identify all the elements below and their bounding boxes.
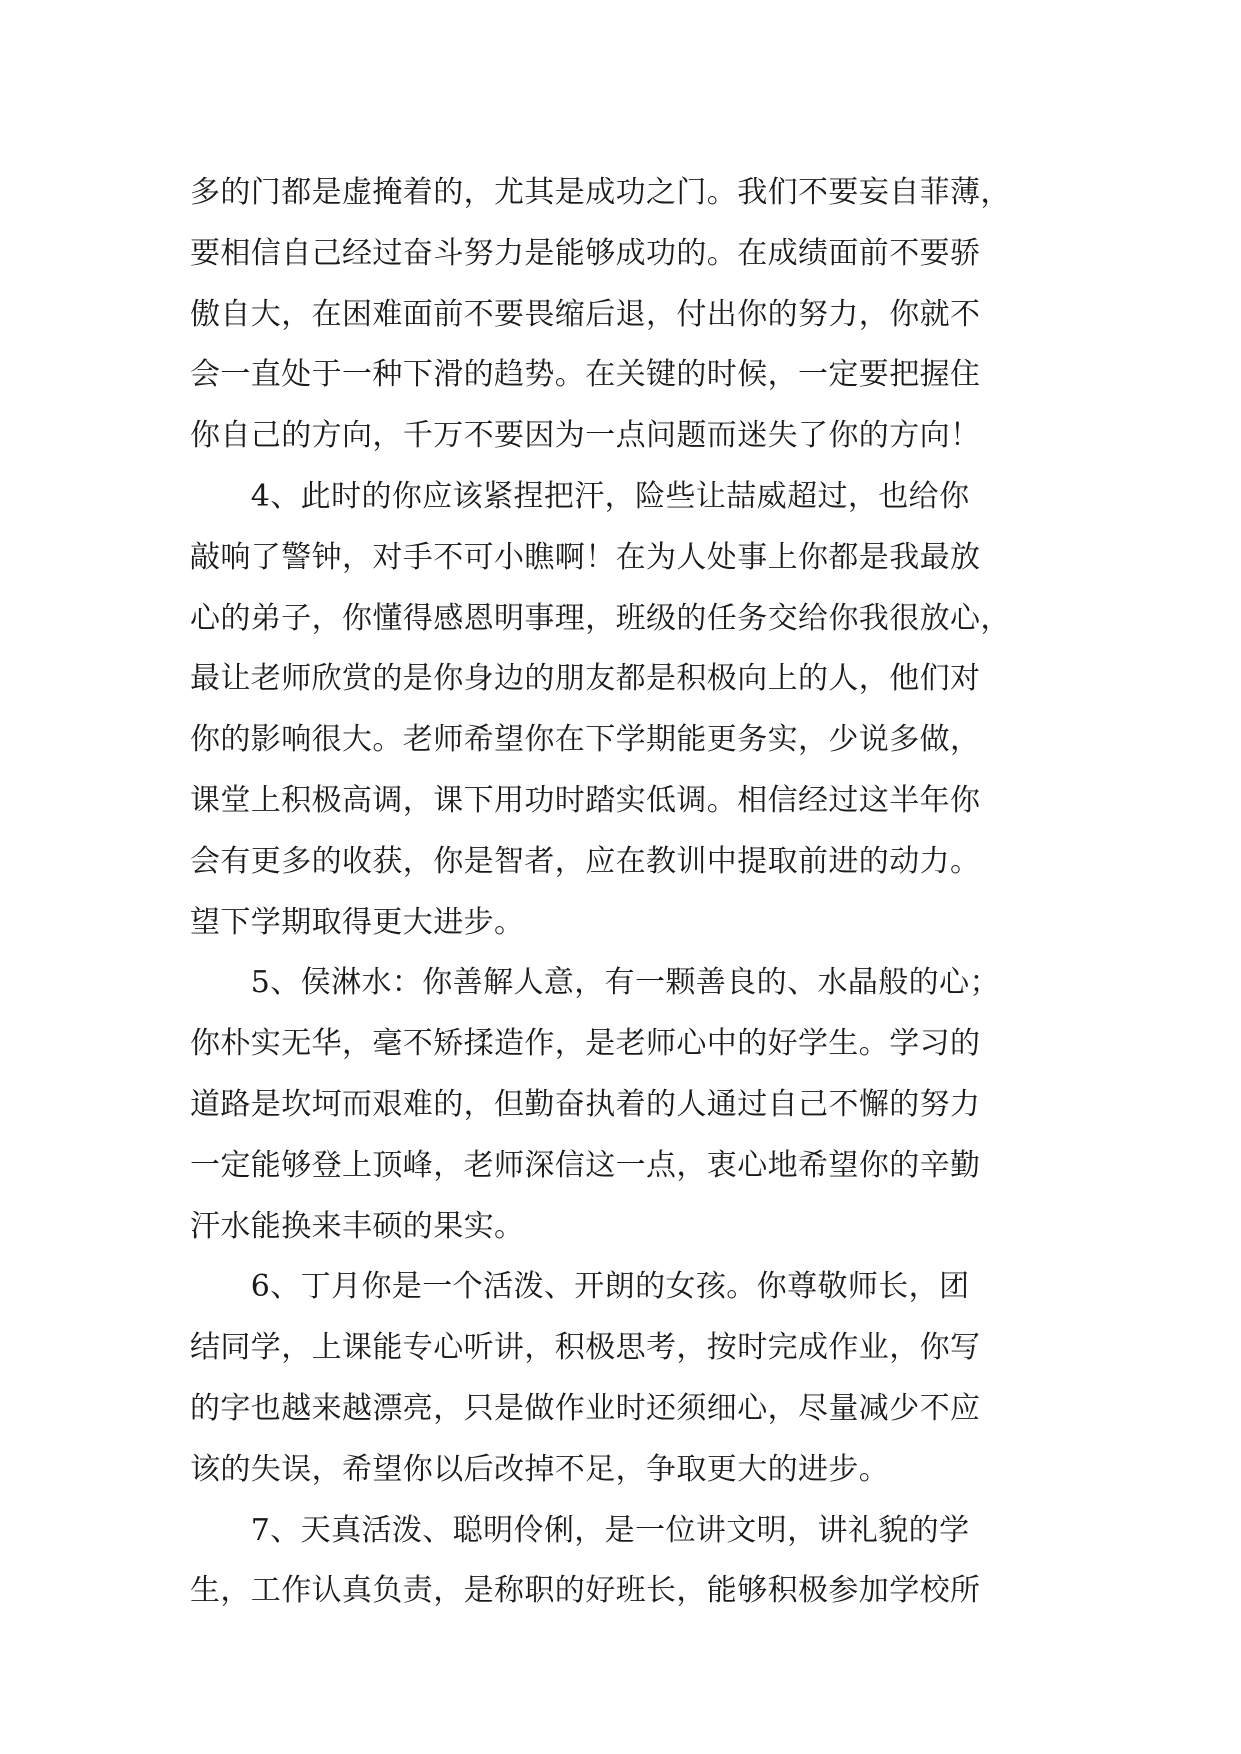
text-line: 汗水能换来丰硕的果实。	[190, 1208, 525, 1244]
text-line: 一定能够登上顶峰，老师深信这一点，衷心地希望你的辛勤	[190, 1147, 981, 1183]
text-line: 该的失误，希望你以后改掉不足，争取更大的进步。	[190, 1451, 890, 1487]
text-line: 的字也越来越漂亮，只是做作业时还须细心，尽量减少不应	[190, 1390, 981, 1426]
text-line: 会一直处于一种下滑的趋势。在关键的时候，一定要把握住	[190, 357, 981, 393]
text-line: 最让老师欣赏的是你身边的朋友都是积极向上的人，他们对	[190, 661, 981, 697]
text-line: 课堂上积极高调，课下用功时踏实低调。相信经过这半年你	[190, 782, 981, 818]
text-line: 傲自大，在困难面前不要畏缩后退，付出你的努力，你就不	[190, 296, 981, 332]
text-line: 多的门都是虚掩着的，尤其是成功之门。我们不要妄自菲薄，	[190, 175, 1011, 210]
text-line: 结同学，上课能专心听讲，积极思考，按时完成作业，你写	[190, 1330, 981, 1366]
text-line: 你的影响很大。老师希望你在下学期能更务实，少说多做，	[190, 722, 981, 758]
text-line: 你自己的方向，千万不要因为一点问题而迷失了你的方向！	[190, 418, 981, 454]
paragraph-7-start: 7、天真活泼、聪明伶俐，是一位讲文明，讲礼貌的学	[190, 1512, 970, 1548]
text-line: 望下学期取得更大进步。	[190, 904, 525, 940]
document-body	[190, 163, 1060, 1622]
text-line: 会有更多的收获，你是智者，应在教训中提取前进的动力。	[190, 843, 981, 879]
text-line: 你朴实无华，毫不矫揉造作，是老师心中的好学生。学习的	[190, 1026, 981, 1062]
text-line: 道路是坎坷而艰难的，但勤奋执着的人通过自己不懈的努力	[190, 1086, 981, 1122]
text-line: 敲响了警钟，对手不可小瞧啊！在为人处事上你都是我最放	[190, 539, 981, 575]
paragraph-5-start: 5、侯淋水：你善解人意，有一颗善良的、水晶般的心；	[190, 965, 1000, 1001]
text-line: 要相信自己经过奋斗努力是能够成功的。在成绩面前不要骄	[190, 235, 981, 271]
paragraph-4-start: 4、此时的你应该紧捏把汗，险些让喆威超过，也给你	[190, 478, 970, 514]
text-line: 心的弟子，你懂得感恩明事理，班级的任务交给你我很放心，	[190, 600, 1011, 636]
paragraph-6-start: 6、丁月你是一个活泼、开朗的女孩。你尊敬师长，团	[190, 1269, 970, 1305]
text-line: 生，工作认真负责，是称职的好班长，能够积极参加学校所	[190, 1573, 981, 1609]
